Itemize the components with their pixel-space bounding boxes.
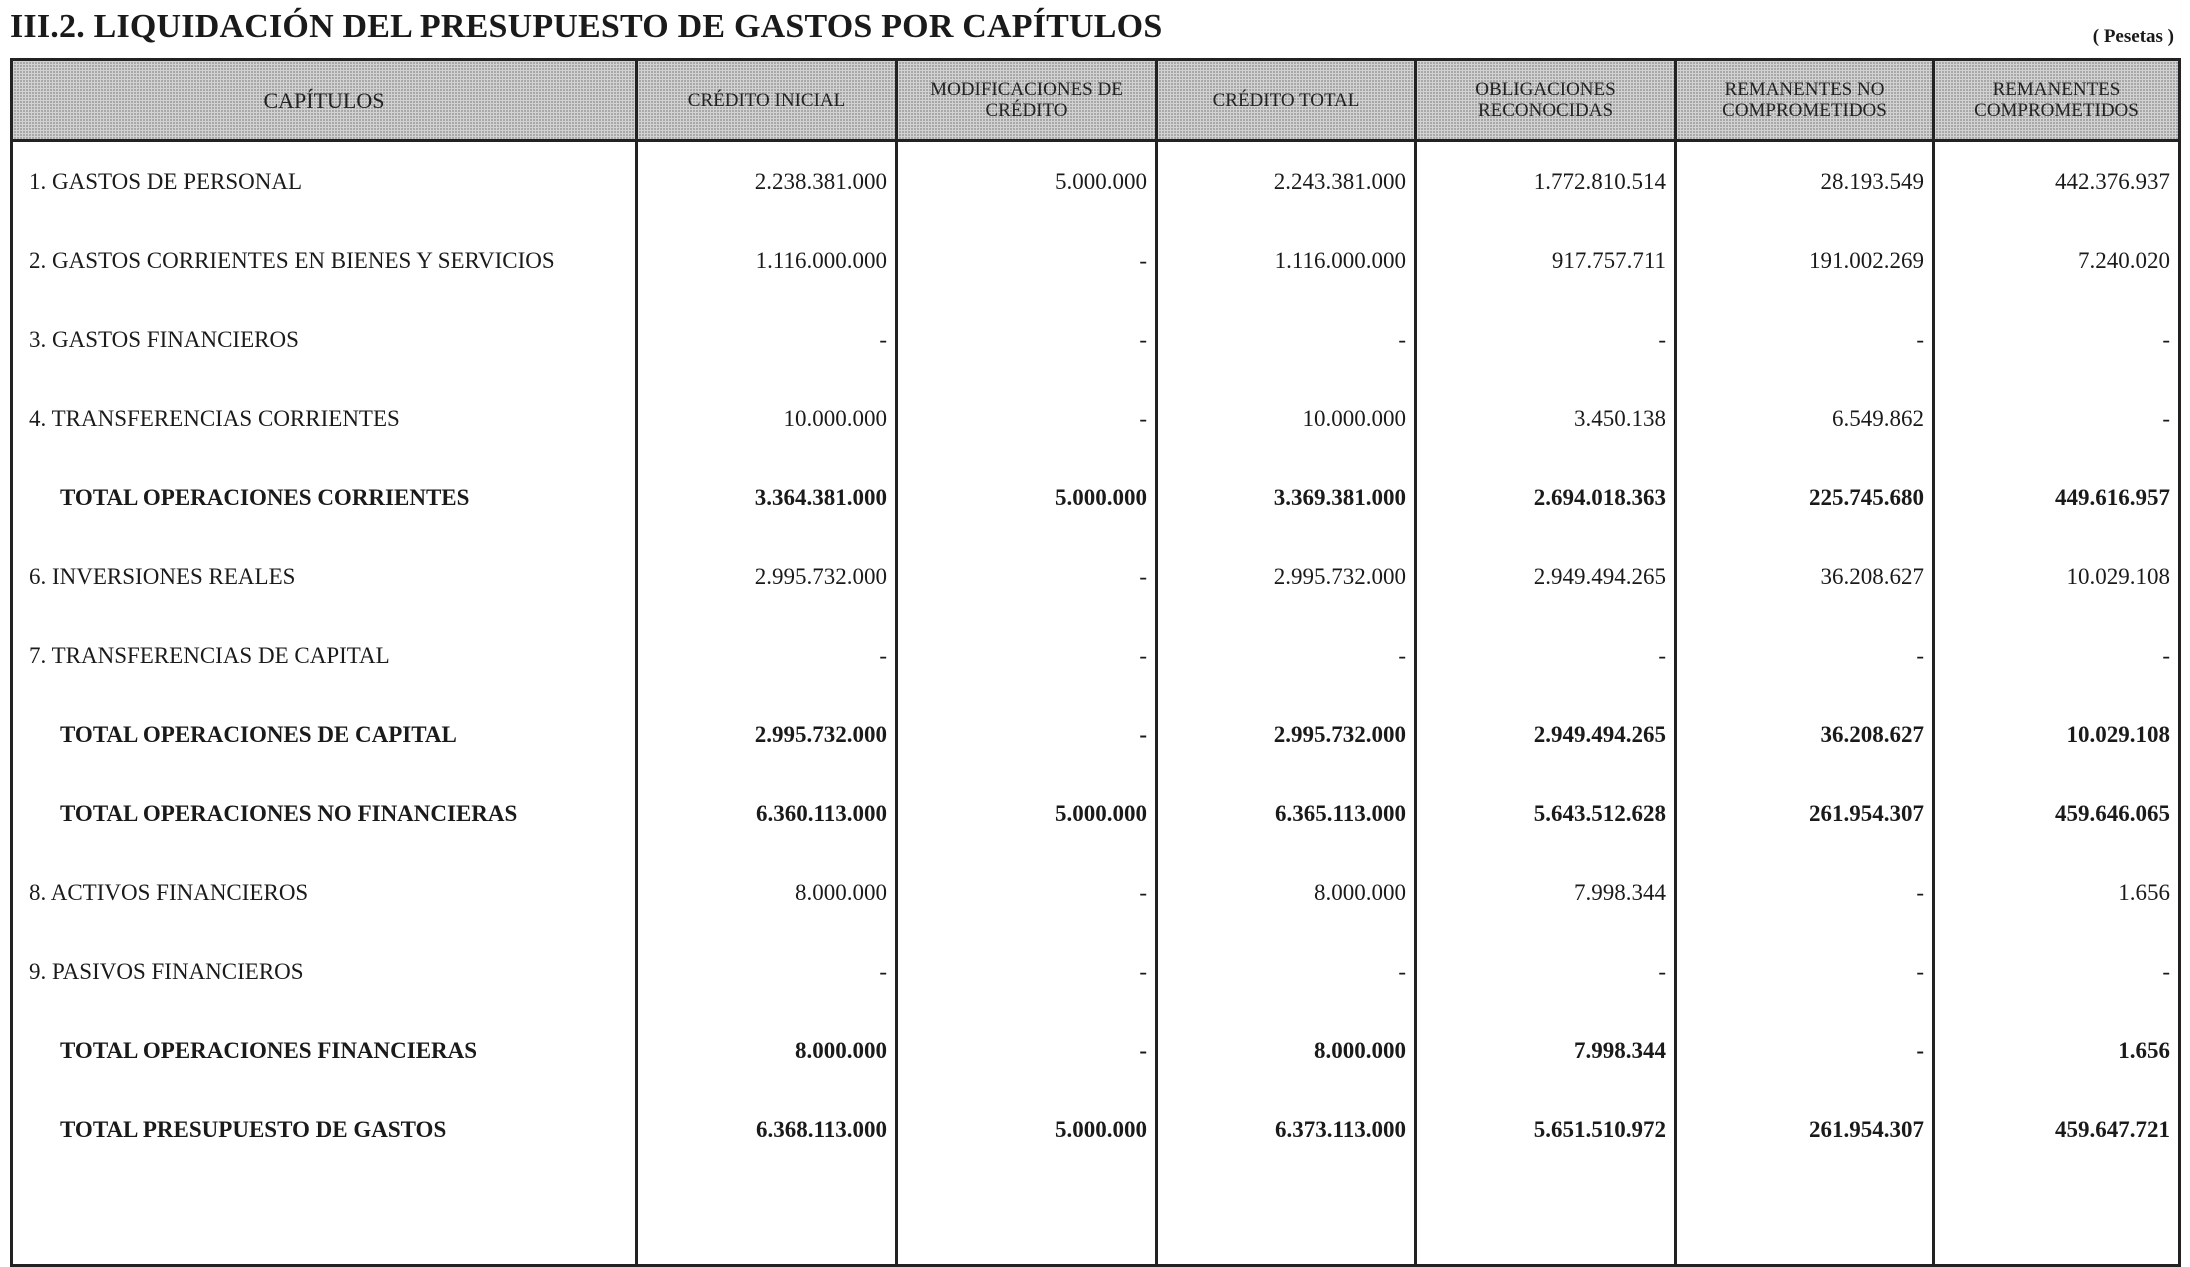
cell-remanentes-no: 28.193.549 bbox=[1676, 141, 1934, 222]
table-row bbox=[12, 537, 2180, 616]
table-row bbox=[12, 932, 2180, 1011]
header-obligaciones: OBLIGACIONES RECONOCIDAS bbox=[1416, 60, 1676, 141]
table-row bbox=[12, 221, 2180, 300]
cell-credito-total: - bbox=[1157, 932, 1416, 1011]
header-modificaciones: MODIFICACIONES DE CRÉDITO bbox=[897, 60, 1157, 141]
cell-credito-total: 10.000.000 bbox=[1157, 379, 1416, 458]
cell-remanentes: 459.646.065 bbox=[1934, 774, 2180, 853]
header-capitulos: CAPÍTULOS bbox=[12, 60, 637, 141]
cell-credito-inicial: 8.000.000 bbox=[637, 1011, 897, 1090]
row-label: 9. PASIVOS FINANCIEROS bbox=[12, 932, 637, 1011]
header-row bbox=[12, 60, 2180, 141]
total-row bbox=[12, 1090, 2180, 1169]
empty-cell bbox=[897, 1169, 1157, 1266]
header-credito-inicial: CRÉDITO INICIAL bbox=[637, 60, 897, 141]
cell-credito-inicial: 2.238.381.000 bbox=[637, 141, 897, 222]
cell-modificaciones: 5.000.000 bbox=[897, 1090, 1157, 1169]
cell-obligaciones: 3.450.138 bbox=[1416, 379, 1676, 458]
cell-obligaciones: 5.651.510.972 bbox=[1416, 1090, 1676, 1169]
cell-credito-inicial: 10.000.000 bbox=[637, 379, 897, 458]
cell-modificaciones: - bbox=[897, 695, 1157, 774]
row-label: TOTAL PRESUPUESTO DE GASTOS bbox=[12, 1090, 637, 1169]
header-credito-total: CRÉDITO TOTAL bbox=[1157, 60, 1416, 141]
cell-obligaciones: - bbox=[1416, 616, 1676, 695]
cell-obligaciones: 5.643.512.628 bbox=[1416, 774, 1676, 853]
cell-credito-total: - bbox=[1157, 616, 1416, 695]
cell-obligaciones: - bbox=[1416, 300, 1676, 379]
empty-cell bbox=[1676, 1169, 1934, 1266]
cell-remanentes-no: - bbox=[1676, 853, 1934, 932]
total-row bbox=[12, 1011, 2180, 1090]
cell-remanentes: 7.240.020 bbox=[1934, 221, 2180, 300]
cell-modificaciones: - bbox=[897, 932, 1157, 1011]
cell-modificaciones: - bbox=[897, 221, 1157, 300]
cell-credito-total: 2.243.381.000 bbox=[1157, 141, 1416, 222]
cell-remanentes: 442.376.937 bbox=[1934, 141, 2180, 222]
cell-modificaciones: - bbox=[897, 616, 1157, 695]
cell-credito-inicial: - bbox=[637, 932, 897, 1011]
budget-table bbox=[10, 58, 2181, 1267]
cell-remanentes: - bbox=[1934, 379, 2180, 458]
cell-remanentes: 10.029.108 bbox=[1934, 695, 2180, 774]
page-title: III.2. LIQUIDACIÓN DEL PRESUPUESTO DE GASTOS POR CAPÍTULOS bbox=[10, 8, 1163, 45]
empty-cell bbox=[1157, 1169, 1416, 1266]
row-label: 2. GASTOS CORRIENTES EN BIENES Y SERVICIOS bbox=[12, 221, 637, 300]
cell-remanentes: - bbox=[1934, 616, 2180, 695]
total-row bbox=[12, 458, 2180, 537]
row-label: 8. ACTIVOS FINANCIEROS bbox=[12, 853, 637, 932]
cell-remanentes-no: - bbox=[1676, 932, 1934, 1011]
cell-credito-total: 6.373.113.000 bbox=[1157, 1090, 1416, 1169]
cell-remanentes: 1.656 bbox=[1934, 853, 2180, 932]
cell-remanentes-no: 36.208.627 bbox=[1676, 537, 1934, 616]
cell-credito-inicial: 6.368.113.000 bbox=[637, 1090, 897, 1169]
cell-credito-inicial: 2.995.732.000 bbox=[637, 537, 897, 616]
cell-credito-inicial: 1.116.000.000 bbox=[637, 221, 897, 300]
cell-credito-inicial: 3.364.381.000 bbox=[637, 458, 897, 537]
row-label: 1. GASTOS DE PERSONAL bbox=[12, 141, 637, 222]
empty-cell bbox=[1934, 1169, 2180, 1266]
cell-credito-inicial: - bbox=[637, 300, 897, 379]
cell-remanentes-no: 261.954.307 bbox=[1676, 1090, 1934, 1169]
cell-modificaciones: - bbox=[897, 379, 1157, 458]
cell-credito-total: 1.116.000.000 bbox=[1157, 221, 1416, 300]
cell-remanentes-no: - bbox=[1676, 1011, 1934, 1090]
cell-remanentes: - bbox=[1934, 932, 2180, 1011]
table-row bbox=[12, 616, 2180, 695]
cell-remanentes-no: 191.002.269 bbox=[1676, 221, 1934, 300]
empty-cell bbox=[1416, 1169, 1676, 1266]
cell-remanentes-no: 225.745.680 bbox=[1676, 458, 1934, 537]
row-label: 6. INVERSIONES REALES bbox=[12, 537, 637, 616]
row-label: TOTAL OPERACIONES FINANCIERAS bbox=[12, 1011, 637, 1090]
cell-obligaciones: - bbox=[1416, 932, 1676, 1011]
cell-credito-total: 3.369.381.000 bbox=[1157, 458, 1416, 537]
cell-obligaciones: 7.998.344 bbox=[1416, 853, 1676, 932]
cell-modificaciones: 5.000.000 bbox=[897, 774, 1157, 853]
cell-remanentes: 449.616.957 bbox=[1934, 458, 2180, 537]
cell-remanentes: 1.656 bbox=[1934, 1011, 2180, 1090]
cell-remanentes-no: 6.549.862 bbox=[1676, 379, 1934, 458]
cell-modificaciones: - bbox=[897, 1011, 1157, 1090]
cell-remanentes: 10.029.108 bbox=[1934, 537, 2180, 616]
row-label: TOTAL OPERACIONES NO FINANCIERAS bbox=[12, 774, 637, 853]
cell-credito-inicial: - bbox=[637, 616, 897, 695]
cell-obligaciones: 2.949.494.265 bbox=[1416, 537, 1676, 616]
cell-obligaciones: 2.949.494.265 bbox=[1416, 695, 1676, 774]
cell-credito-inicial: 8.000.000 bbox=[637, 853, 897, 932]
table-row bbox=[12, 300, 2180, 379]
table-row bbox=[12, 853, 2180, 932]
cell-remanentes: - bbox=[1934, 300, 2180, 379]
empty-cell bbox=[637, 1169, 897, 1266]
cell-modificaciones: 5.000.000 bbox=[897, 458, 1157, 537]
cell-obligaciones: 1.772.810.514 bbox=[1416, 141, 1676, 222]
cell-credito-total: 8.000.000 bbox=[1157, 853, 1416, 932]
cell-credito-total: 6.365.113.000 bbox=[1157, 774, 1416, 853]
cell-credito-total: - bbox=[1157, 300, 1416, 379]
header-remanentes: REMANENTES COMPROMETIDOS bbox=[1934, 60, 2180, 141]
row-label: 4. TRANSFERENCIAS CORRIENTES bbox=[12, 379, 637, 458]
cell-modificaciones: - bbox=[897, 537, 1157, 616]
cell-remanentes-no: 261.954.307 bbox=[1676, 774, 1934, 853]
cell-credito-total: 8.000.000 bbox=[1157, 1011, 1416, 1090]
cell-modificaciones: - bbox=[897, 300, 1157, 379]
cell-credito-inicial: 2.995.732.000 bbox=[637, 695, 897, 774]
row-label: TOTAL OPERACIONES DE CAPITAL bbox=[12, 695, 637, 774]
total-row bbox=[12, 695, 2180, 774]
row-label: 7. TRANSFERENCIAS DE CAPITAL bbox=[12, 616, 637, 695]
cell-remanentes: 459.647.721 bbox=[1934, 1090, 2180, 1169]
header-remanentes-no: REMANENTES NO COMPROMETIDOS bbox=[1676, 60, 1934, 141]
row-label: 3. GASTOS FINANCIEROS bbox=[12, 300, 637, 379]
cell-credito-inicial: 6.360.113.000 bbox=[637, 774, 897, 853]
cell-credito-total: 2.995.732.000 bbox=[1157, 695, 1416, 774]
cell-modificaciones: 5.000.000 bbox=[897, 141, 1157, 222]
table-row bbox=[12, 379, 2180, 458]
cell-modificaciones: - bbox=[897, 853, 1157, 932]
cell-remanentes-no: 36.208.627 bbox=[1676, 695, 1934, 774]
cell-obligaciones: 2.694.018.363 bbox=[1416, 458, 1676, 537]
cell-obligaciones: 917.757.711 bbox=[1416, 221, 1676, 300]
cell-obligaciones: 7.998.344 bbox=[1416, 1011, 1676, 1090]
row-label: TOTAL OPERACIONES CORRIENTES bbox=[12, 458, 637, 537]
total-row bbox=[12, 774, 2180, 853]
empty-row bbox=[12, 1169, 2180, 1266]
cell-credito-total: 2.995.732.000 bbox=[1157, 537, 1416, 616]
empty-cell bbox=[12, 1169, 637, 1266]
table-row bbox=[12, 141, 2180, 222]
cell-remanentes-no: - bbox=[1676, 300, 1934, 379]
currency-note: ( Pesetas ) bbox=[2092, 26, 2174, 47]
cell-remanentes-no: - bbox=[1676, 616, 1934, 695]
